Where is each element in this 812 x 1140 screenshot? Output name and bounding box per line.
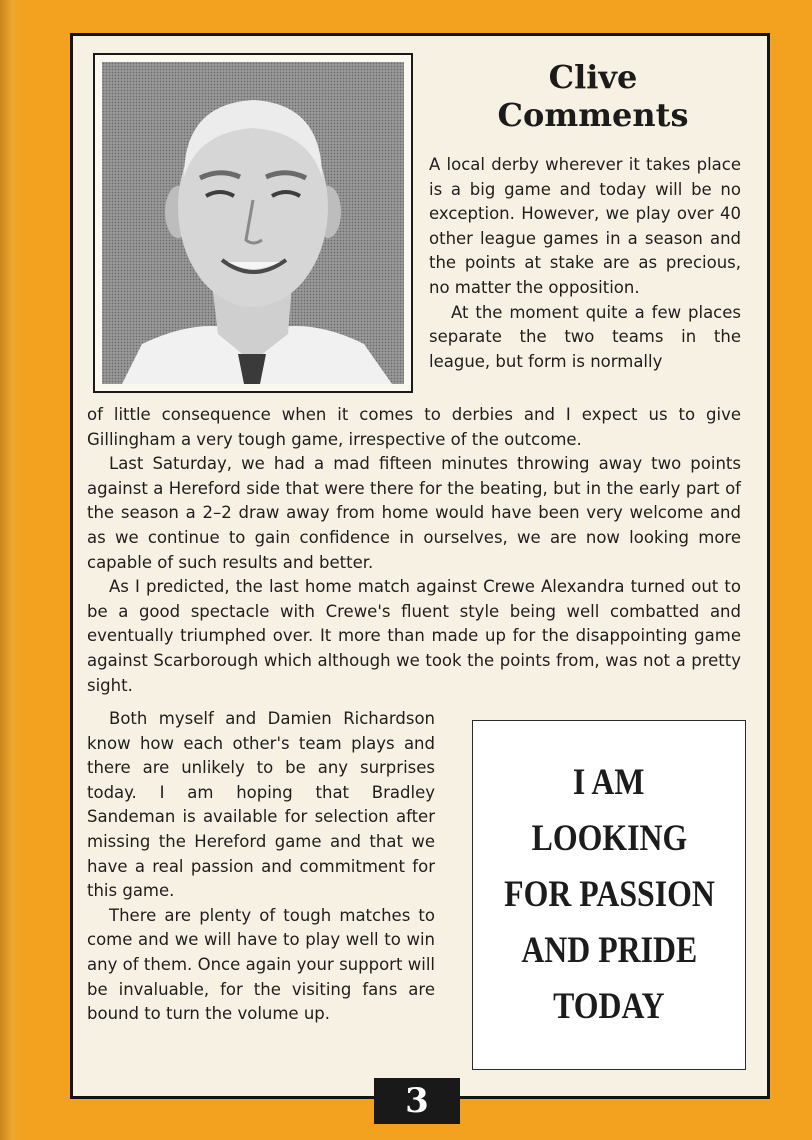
article-column-full: [87, 403, 741, 698]
programme-page: [70, 33, 770, 1121]
paragraph-2-start: At the moment quite a few places separate the two teams in the league, but form is normally: [429, 302, 741, 371]
article-title: [433, 58, 753, 134]
title-line-2: Comments: [497, 96, 689, 134]
binding-edge: [0, 0, 22, 1140]
paragraph-2-continued: of little consequence when it comes to derbies and I expect us to give Gillingham a very tough game, irrespective of the outcome.: [87, 405, 741, 449]
manager-portrait-photo: [102, 62, 404, 384]
article-column-top: [429, 153, 741, 374]
portrait-frame: [93, 53, 413, 393]
paragraph-1: A local derby wherever it takes place is a big game and today will be no exception. However, we play over 40 other league games in a season and the points at stake are as precious, no matter the opposition.: [429, 155, 741, 297]
title-line-1: Clive: [548, 58, 638, 96]
pull-quote-line: I AM: [573, 762, 645, 803]
pull-quote-box: [472, 720, 746, 1070]
portrait-illustration: [102, 62, 404, 384]
pull-quote-line: LOOKING: [531, 818, 687, 859]
pull-quote-line: FOR PASSION: [503, 874, 715, 915]
paragraph-4: As I predicted, the last home match against Crewe Alexandra turned out to be a good spectacle with Crewe's fluent style being well combatted and eventually triumphed over. It more than made up for the disappointing game against Scarborough which although we took the points from, was not a pretty sight.: [87, 577, 741, 695]
paragraph-5: Both myself and Damien Richardson know how each other's team plays and there are unlikely to be any surprises today. I am hoping that Bradley Sandeman is available for selection after missing the Hereford game and that we have a real passion and commitment for this game.: [87, 709, 435, 901]
pull-quote-line: TODAY: [553, 986, 665, 1027]
paragraph-6: There are plenty of tough matches to come and we will have to play well to win any of them. Once again your support will be invaluable, for the visiting fans are bound to turn the volume up.: [87, 905, 435, 1024]
paragraph-3: Last Saturday, we had a mad fifteen minutes throwing away two points against a Hereford side that were there for the beating, but in the early part of the season a 2–2 draw away from home would have been very welcome and as we continue to gain confidence in ourselves, we are now looking more capable of such results and better.: [87, 454, 741, 572]
article-column-bottom: [87, 707, 435, 1027]
page-number: 3: [374, 1078, 460, 1124]
pull-quote-line: AND PRIDE: [521, 930, 697, 971]
